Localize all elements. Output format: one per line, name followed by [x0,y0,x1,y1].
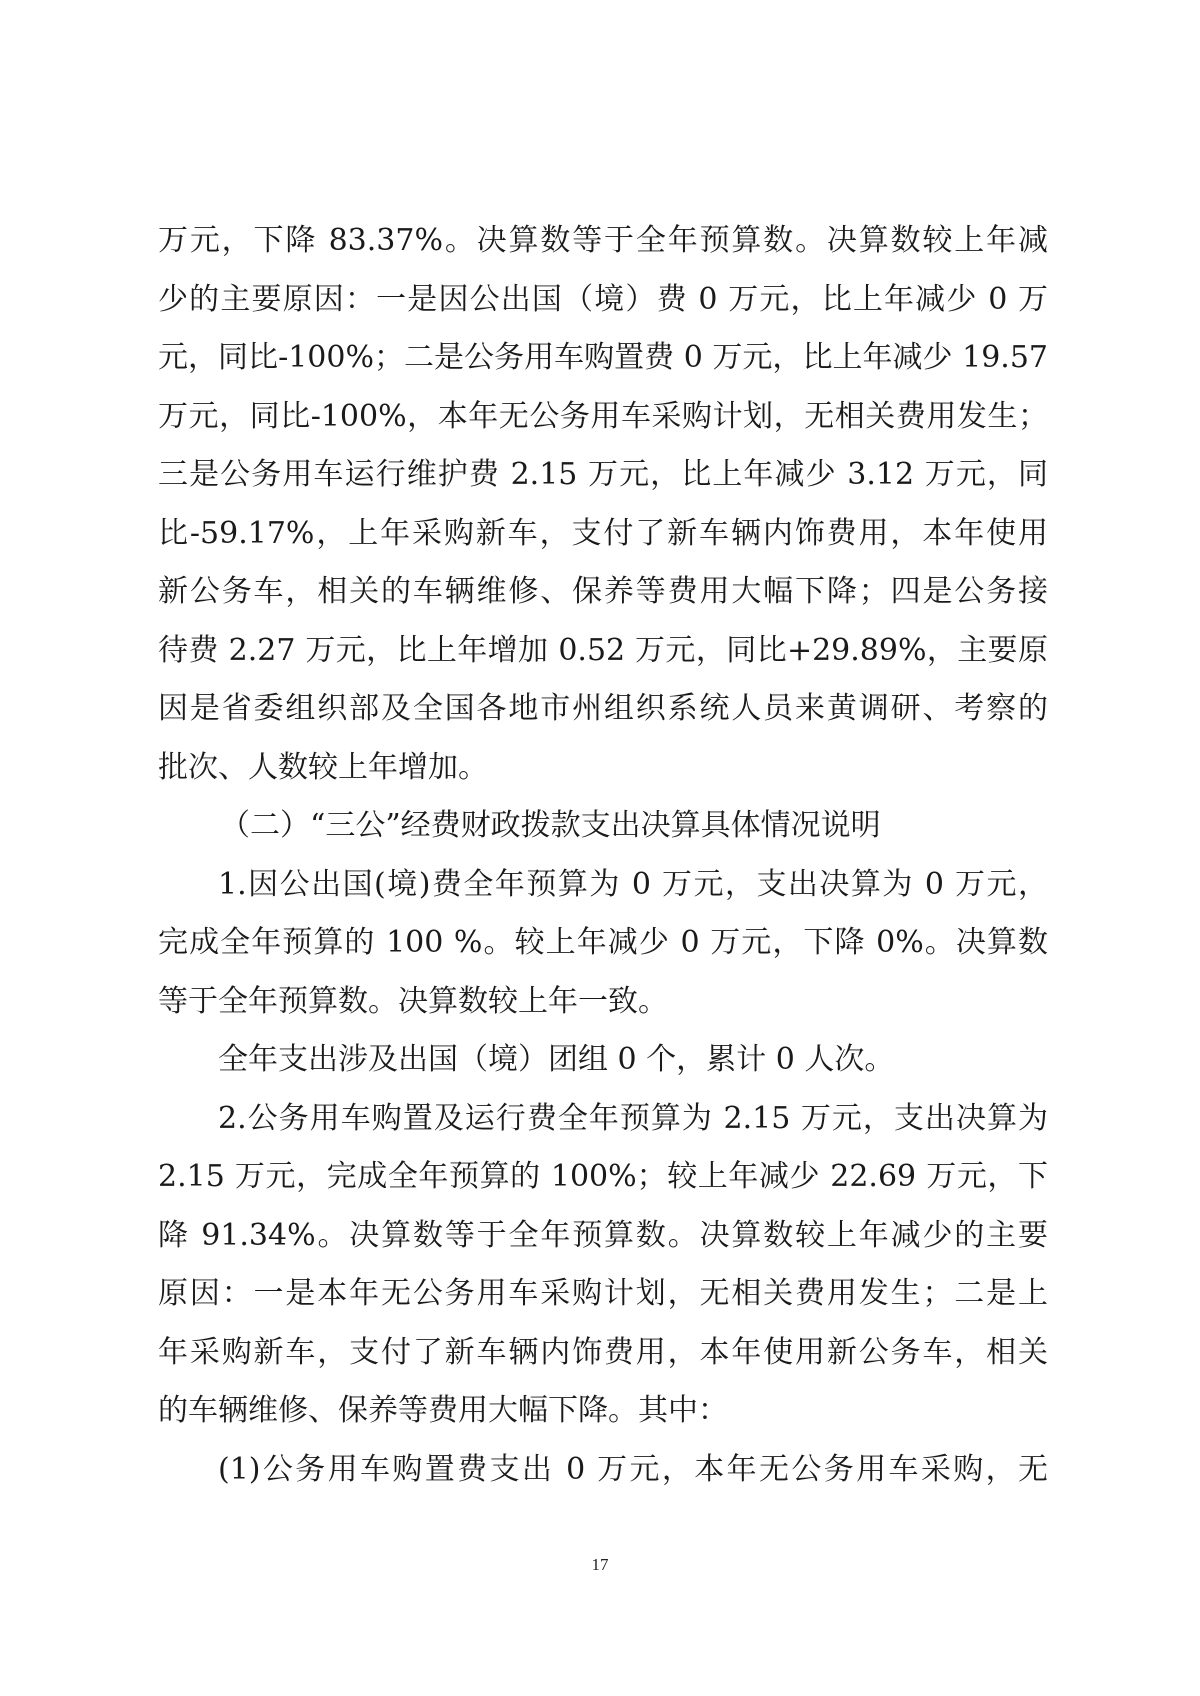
text-line: 因是省委组织部及全国各地市州组织系统人员来黄调研、考察的 [158,691,1048,726]
text-line: 全年支出涉及出国（境）团组 0 个，累计 0 人次。 [218,1042,895,1077]
text-line: 年采购新车，支付了新车辆内饰费用，本年使用新公务车，相关 [158,1334,1048,1370]
text-line: 新公务车，相关的车辆维修、保养等费用大幅下降；四是公务接 [158,574,1048,609]
text-line: 1.因公出国(境)费全年预算为 0 万元，支出决算为 0 万元， [218,866,1048,902]
text-line: 2.15 万元，完成全年预算的 100%；较上年减少 22.69 万元，下 [158,1159,1048,1194]
text-line: 完成全年预算的 100 %。较上年减少 0 万元，下降 0%。决算数 [158,925,1048,960]
text-line: 元，同比-100%；二是公务用车购置费 0 万元，比上年减少 19.57 [158,340,1048,375]
text-line: 2.公务用车购置及运行费全年预算为 2.15 万元，支出决算为 [218,1100,1048,1136]
section-heading: （二）“三公”经费财政拨款支出决算具体情况说明 [220,808,881,843]
text-line: 待费 2.27 万元，比上年增加 0.52 万元，同比+29.89%，主要原 [158,632,1048,668]
body-text [158,212,1048,1499]
text-line: 万元，同比-100%，本年无公务用车采购计划，无相关费用发生； [158,398,1048,434]
text-line: 万元，下降 83.37%。决算数等于全年预算数。决算数较上年减 [158,223,1048,258]
text-line: 比-59.17%，上年采购新车，支付了新车辆内饰费用，本年使用 [158,515,1048,551]
text-line: (1)公务用车购置费支出 0 万元，本年无公务用车采购，无 [218,1451,1048,1487]
text-line: 原因：一是本年无公务用车采购计划，无相关费用发生；二是上 [158,1276,1048,1311]
text-line: 批次、人数较上年增加。 [158,749,488,785]
page-number: 17 [591,1555,609,1574]
text-line: 少的主要原因：一是因公出国（境）费 0 万元，比上年减少 0 万 [158,281,1048,317]
text-line: 降 91.34%。决算数等于全年预算数。决算数较上年减少的主要 [158,1217,1048,1253]
text-line: 三是公务用车运行维护费 2.15 万元，比上年减少 3.12 万元，同 [158,457,1048,492]
text-line: 等于全年预算数。决算数较上年一致。 [158,983,668,1019]
text-line: 的车辆维修、保养等费用大幅下降。其中： [158,1393,728,1428]
